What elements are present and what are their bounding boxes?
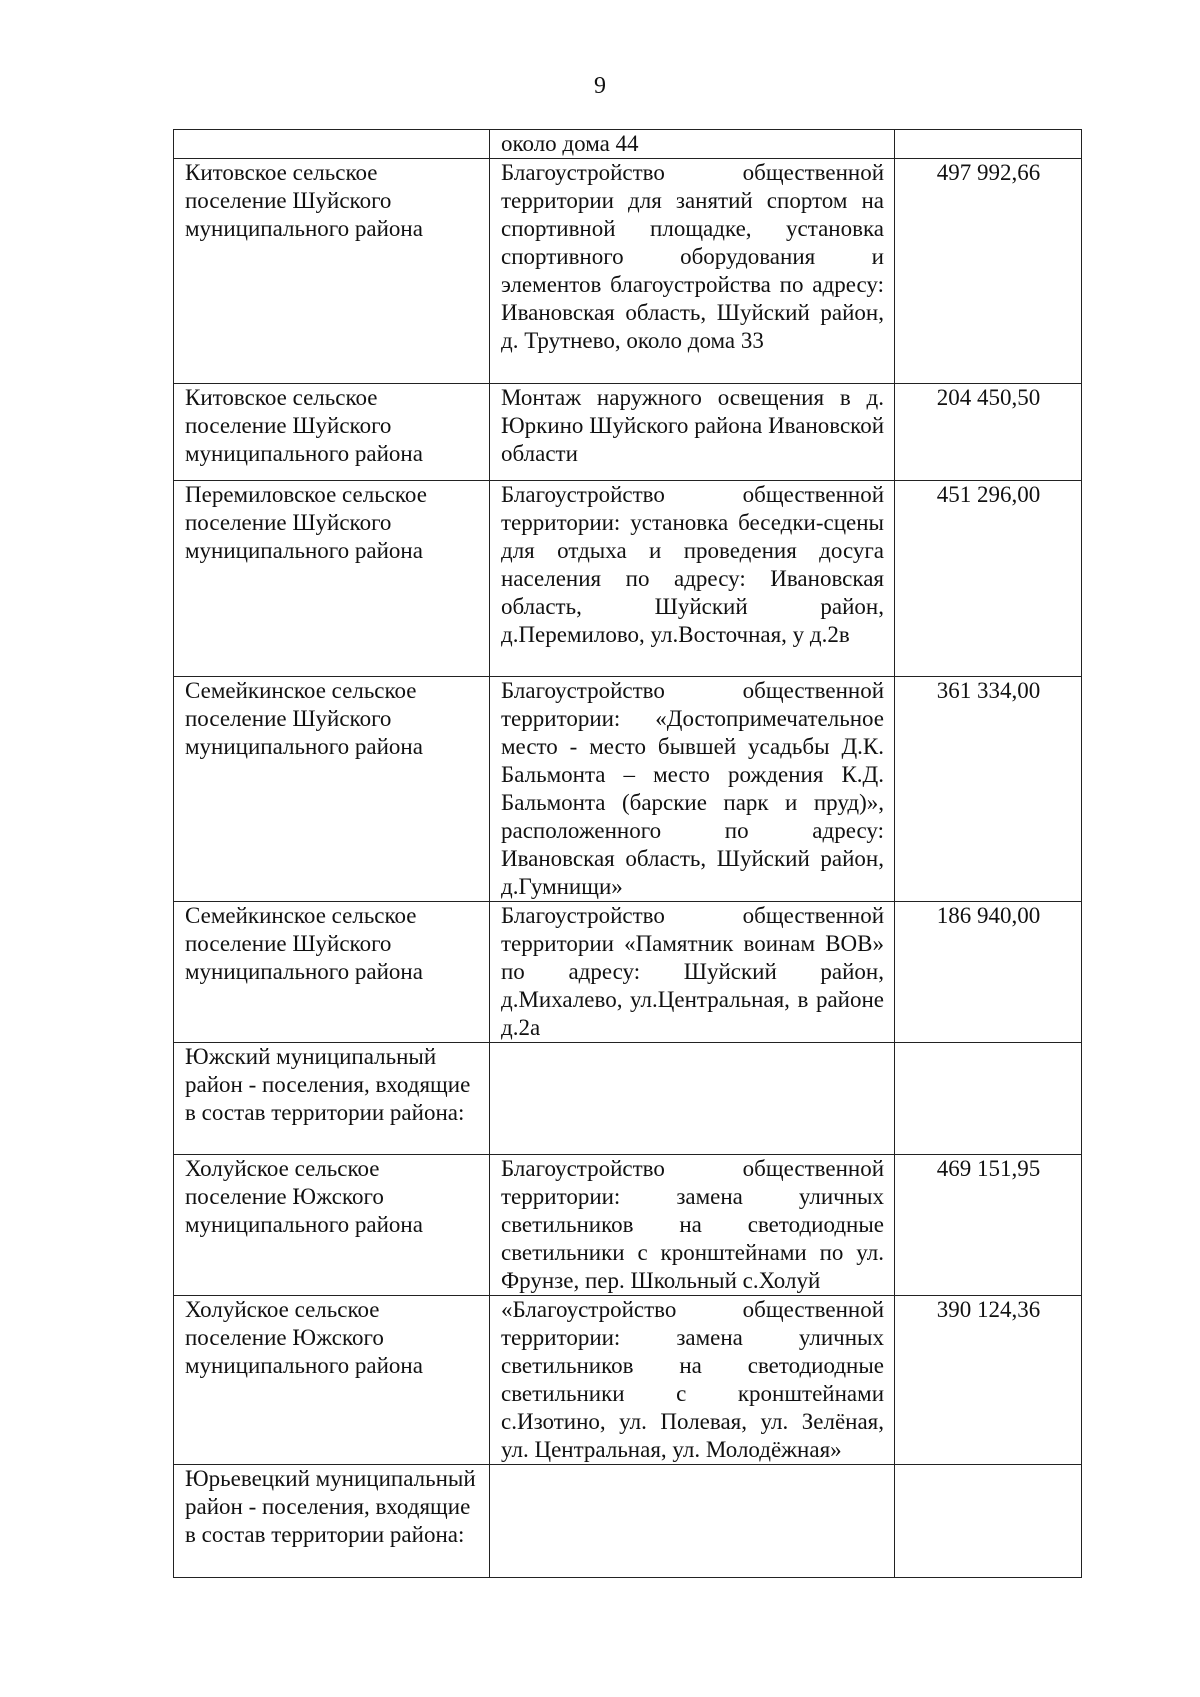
description-cell — [490, 1043, 895, 1155]
description-cell: Благоустройство общественной территории: «Достопримечательное место - место бывшей усадьбы Д.К. Бальмонта – место рождения К.Д. Бальмонта (барские парк и пруд)», расположенного по адресу: Ивановская область, Шуйский район, д.Гумнищи» — [490, 677, 895, 902]
amount-cell: 469 151,95 — [895, 1155, 1082, 1296]
municipality-cell: Семейкинское сельское поселение Шуйского муниципального района — [174, 902, 490, 1043]
amount-cell: 390 124,36 — [895, 1296, 1082, 1465]
table-row — [174, 384, 1082, 481]
municipality-cell: Юрьевецкий муниципальный район - поселения, входящие в состав территории района: — [174, 1465, 490, 1578]
description-cell: Монтаж наружного освещения в д. Юркино Шуйского района Ивановской области — [490, 384, 895, 481]
municipality-cell: Семейкинское сельское поселение Шуйского муниципального района — [174, 677, 490, 902]
description-cell: Благоустройство общественной территории: замена уличных светильников на светодиодные светильники с кронштейнами по ул. Фрунзе, пер. Школьный с.Холуй — [490, 1155, 895, 1296]
municipality-cell: Холуйское сельское поселение Южского муниципального района — [174, 1296, 490, 1465]
table-row — [174, 159, 1082, 384]
amount-cell: 497 992,66 — [895, 159, 1082, 384]
table-row — [174, 130, 1082, 159]
amount-cell: 204 450,50 — [895, 384, 1082, 481]
description-cell — [490, 1465, 895, 1578]
municipality-cell — [174, 130, 490, 159]
table-row — [174, 677, 1082, 902]
table-row — [174, 1155, 1082, 1296]
municipality-cell: Китовское сельское поселение Шуйского муниципального района — [174, 384, 490, 481]
description-cell: Благоустройство общественной территории: установка беседки-сцены для отдыха и проведения досуга населения по адресу: Ивановская область, Шуйский район, д.Перемилово, ул.Восточная, у д.2в — [490, 481, 895, 677]
municipality-cell: Китовское сельское поселение Шуйского муниципального района — [174, 159, 490, 384]
amount-cell: 361 334,00 — [895, 677, 1082, 902]
description-cell: Благоустройство общественной территории для занятий спортом на спортивной площадке, установка спортивного оборудования и элементов благоустройства по адресу: Ивановская область, Шуйский район, д. Трутнево, около дома 33 — [490, 159, 895, 384]
description-cell: Благоустройство общественной территории «Памятник воинам ВОВ» по адресу: Шуйский район, д.Михалево, ул.Центральная, в районе д.2а — [490, 902, 895, 1043]
amount-cell: 451 296,00 — [895, 481, 1082, 677]
table-row — [174, 481, 1082, 677]
table-row — [174, 1296, 1082, 1465]
table-row — [174, 902, 1082, 1043]
amount-cell — [895, 1465, 1082, 1578]
municipality-cell: Южский муниципальный район - поселения, входящие в состав территории района: — [174, 1043, 490, 1155]
municipality-cell: Перемиловское сельское поселение Шуйского муниципального района — [174, 481, 490, 677]
table-row — [174, 1043, 1082, 1155]
page-number: 9 — [594, 73, 606, 99]
municipality-cell: Холуйское сельское поселение Южского муниципального района — [174, 1155, 490, 1296]
description-cell: «Благоустройство общественной территории: замена уличных светильников на светодиодные светильники с кронштейнами с.Изотино, ул. Полевая, ул. Зелёная, ул. Центральная, ул. Молодёжная» — [490, 1296, 895, 1465]
amount-cell: 186 940,00 — [895, 902, 1082, 1043]
amount-cell — [895, 1043, 1082, 1155]
subsidy-table — [173, 129, 1082, 1578]
table-row — [174, 1465, 1082, 1578]
description-cell: около дома 44 — [490, 130, 895, 159]
amount-cell — [895, 130, 1082, 159]
